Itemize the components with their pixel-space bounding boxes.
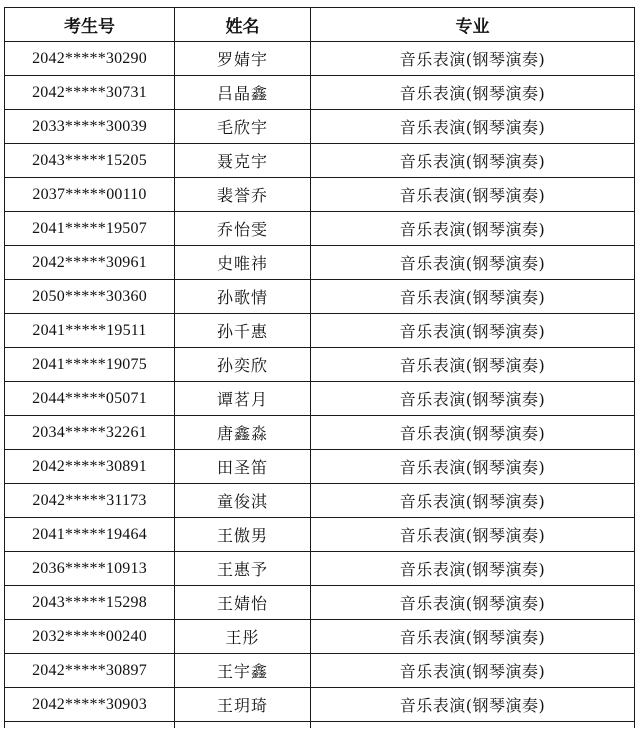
name-cell: 孙奕欣: [175, 348, 311, 382]
table-row: [5, 382, 635, 416]
major-cell: 音乐表演(钢琴演奏): [311, 246, 635, 280]
candidate-id-cell: 2043*****15205: [5, 144, 175, 178]
name-cell: 王傲男: [175, 518, 311, 552]
name-cell: 聂克宇: [175, 144, 311, 178]
name-cell: 田圣笛: [175, 450, 311, 484]
table-row: [5, 280, 635, 314]
table-row: [5, 76, 635, 110]
major-cell: 音乐表演(钢琴演奏): [311, 42, 635, 76]
candidate-id-cell: 2036*****10913: [5, 552, 175, 586]
major-cell: 音乐表演(钢琴演奏): [311, 212, 635, 246]
table-header: [5, 8, 635, 42]
candidate-id-cell: 2034*****32261: [5, 416, 175, 450]
header-row: [5, 8, 635, 42]
admission-list-table: [4, 7, 635, 728]
major-cell: 音乐表演(钢琴演奏): [311, 280, 635, 314]
table-row: [5, 212, 635, 246]
candidate-id-cell: 2042*****30731: [5, 76, 175, 110]
name-cell: 孙歌情: [175, 280, 311, 314]
candidate-id-cell: 2050*****30360: [5, 280, 175, 314]
major-cell: 音乐表演(钢琴演奏): [311, 416, 635, 450]
table-row: [5, 416, 635, 450]
major-cell: 音乐表演(钢琴演奏): [311, 688, 635, 722]
candidate-id-cell: 2042*****30961: [5, 246, 175, 280]
table-row: [5, 688, 635, 722]
candidate-id-cell: 2043*****15298: [5, 586, 175, 620]
table-row: [5, 586, 635, 620]
name-cell: 谭茗月: [175, 382, 311, 416]
major-cell: 音乐表演(钢琴演奏): [311, 110, 635, 144]
candidate-id-cell: 2042*****30891: [5, 450, 175, 484]
candidate-id-cell: 2037*****00110: [5, 178, 175, 212]
name-cell: 王惠予: [175, 552, 311, 586]
name-cell: 乔怡雯: [175, 212, 311, 246]
major-cell: 音乐表演(钢琴演奏): [311, 144, 635, 178]
candidate-id-cell: 2041*****19511: [5, 314, 175, 348]
candidate-id-cell: 2042*****31173: [5, 484, 175, 518]
major-cell: 音乐表演(钢琴演奏): [311, 620, 635, 654]
major-cell: 音乐表演(钢琴演奏): [311, 484, 635, 518]
major-cell: 音乐表演(钢琴演奏): [311, 178, 635, 212]
name-cell: 吕晶鑫: [175, 76, 311, 110]
candidate-id-cell: 2042*****30903: [5, 688, 175, 722]
candidate-id-cell: 2042*****30897: [5, 654, 175, 688]
candidate-id-cell: 2044*****05071: [5, 382, 175, 416]
name-cell: 孙千惠: [175, 314, 311, 348]
major-cell: 音乐表演(钢琴演奏): [311, 552, 635, 586]
name-cell: 童俊淇: [175, 484, 311, 518]
name-cell: 王玥琦: [175, 688, 311, 722]
major-cell: 音乐表演(钢琴演奏): [311, 314, 635, 348]
table-row: [5, 654, 635, 688]
table-row: [5, 620, 635, 654]
major-cell: 音乐表演(钢琴演奏): [311, 654, 635, 688]
candidate-id-cell: 2042*****30290: [5, 42, 175, 76]
table-row: [5, 484, 635, 518]
table-row: [5, 518, 635, 552]
major-cell: 音乐表演(钢琴演奏): [311, 450, 635, 484]
name-cell: 史唯祎: [175, 246, 311, 280]
candidate-id-cell: 2041*****19075: [5, 348, 175, 382]
table-body: [5, 42, 635, 729]
table-row: [5, 42, 635, 76]
table-row-cut-off: [5, 722, 635, 729]
name-cell: 王婧怡: [175, 586, 311, 620]
major-cell: 音乐表演(钢琴演奏): [311, 518, 635, 552]
candidate-id-cell: 2041*****19507: [5, 212, 175, 246]
header-candidate-id: 考生号: [5, 8, 175, 42]
table-row: [5, 178, 635, 212]
table-row: [5, 110, 635, 144]
table-row: [5, 314, 635, 348]
name-cell: 罗婧宇: [175, 42, 311, 76]
table-row: [5, 246, 635, 280]
name-cell: 王宇鑫: [175, 654, 311, 688]
name-cell: 王彤: [175, 620, 311, 654]
name-cell: 唐鑫淼: [175, 416, 311, 450]
table-row: [5, 144, 635, 178]
cut-off-cell: [5, 722, 175, 729]
major-cell: 音乐表演(钢琴演奏): [311, 76, 635, 110]
major-cell: 音乐表演(钢琴演奏): [311, 348, 635, 382]
major-cell: 音乐表演(钢琴演奏): [311, 586, 635, 620]
table-row: [5, 552, 635, 586]
table-row: [5, 450, 635, 484]
candidate-id-cell: 2033*****30039: [5, 110, 175, 144]
header-major: 专业: [311, 8, 635, 42]
name-cell: 裴誉乔: [175, 178, 311, 212]
table-row: [5, 348, 635, 382]
candidate-id-cell: 2041*****19464: [5, 518, 175, 552]
cut-off-cell: [311, 722, 635, 729]
name-cell: 毛欣宇: [175, 110, 311, 144]
candidate-id-cell: 2032*****00240: [5, 620, 175, 654]
major-cell: 音乐表演(钢琴演奏): [311, 382, 635, 416]
header-name: 姓名: [175, 8, 311, 42]
cut-off-cell: [175, 722, 311, 729]
admission-list-sheet: [4, 7, 634, 728]
